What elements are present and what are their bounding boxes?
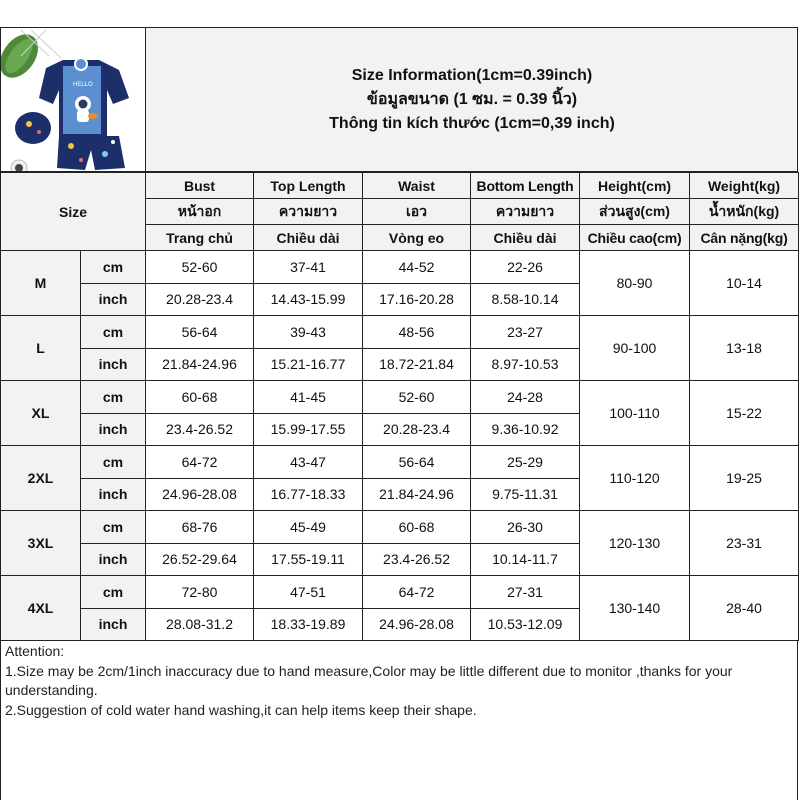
- cell-top-length-cm: 41-45: [254, 381, 363, 414]
- cell-top-length-inch: 14.43-15.99: [254, 283, 363, 316]
- cell-bottom-length-inch: 8.97-10.53: [471, 348, 580, 381]
- size-label-xl: XL: [1, 381, 81, 446]
- col-header-height: Height(cm): [580, 173, 690, 199]
- col-header-waist: Waist: [363, 173, 471, 199]
- col-header-waist-vi: Vòng eo: [363, 225, 471, 251]
- title-english: Size Information(1cm=0.39inch): [351, 66, 593, 84]
- cell-waist-inch: 21.84-24.96: [363, 478, 471, 511]
- svg-text:HELLO: HELLO: [73, 82, 93, 88]
- cell-top-length-inch: 16.77-18.33: [254, 478, 363, 511]
- col-header-bust-vi: Trang chủ: [146, 225, 254, 251]
- cell-height: 80-90: [580, 251, 690, 316]
- cell-bust-cm: 68-76: [146, 511, 254, 544]
- attention-note-1: 1.Size may be 2cm/1inch inaccuracy due to hand measure,Color may be little different due to monitor ,thanks for your understanding.: [5, 662, 733, 698]
- cell-waist-cm: 44-52: [363, 251, 471, 284]
- unit-inch: inch: [81, 283, 146, 316]
- cell-waist-cm: 56-64: [363, 446, 471, 479]
- unit-inch: inch: [81, 478, 146, 511]
- col-header-waist-th: เอว: [363, 199, 471, 225]
- cell-height: 120-130: [580, 511, 690, 576]
- cell-waist-inch: 24.96-28.08: [363, 608, 471, 641]
- title-thai: ข้อมูลขนาด (1 ซม. = 0.39 นิ้ว): [366, 90, 578, 108]
- unit-cm: cm: [81, 251, 146, 284]
- cell-bust-cm: 52-60: [146, 251, 254, 284]
- cell-weight: 15-22: [690, 381, 799, 446]
- cell-weight: 28-40: [690, 576, 799, 641]
- cell-bottom-length-cm: 24-28: [471, 381, 580, 414]
- product-photo: [1, 28, 146, 171]
- col-header-bottom-length-th: ความยาว: [471, 199, 580, 225]
- unit-cm: cm: [81, 446, 146, 479]
- size-label-3xl: 3XL: [1, 511, 81, 576]
- col-header-top-length: Top Length: [254, 173, 363, 199]
- size-label-l: L: [1, 316, 81, 381]
- size-chart-table: [0, 172, 799, 641]
- unit-inch: inch: [81, 348, 146, 381]
- cell-top-length-inch: 17.55-19.11: [254, 543, 363, 576]
- cell-bottom-length-inch: 10.14-11.7: [471, 543, 580, 576]
- cell-height: 90-100: [580, 316, 690, 381]
- size-label-2xl: 2XL: [1, 446, 81, 511]
- cell-top-length-cm: 39-43: [254, 316, 363, 349]
- cell-bottom-length-inch: 9.75-11.31: [471, 478, 580, 511]
- cell-bottom-length-inch: 10.53-12.09: [471, 608, 580, 641]
- unit-cm: cm: [81, 576, 146, 609]
- col-header-weight-vi: Cân nặng(kg): [690, 225, 799, 251]
- cell-bust-inch: 23.4-26.52: [146, 413, 254, 446]
- cell-bust-inch: 21.84-24.96: [146, 348, 254, 381]
- cell-bottom-length-cm: 23-27: [471, 316, 580, 349]
- cell-bust-inch: 26.52-29.64: [146, 543, 254, 576]
- size-column-header: Size: [1, 173, 146, 251]
- col-header-weight: Weight(kg): [690, 173, 799, 199]
- unit-cm: cm: [81, 316, 146, 349]
- attention-notes: [0, 640, 798, 800]
- size-info-title: [146, 28, 798, 171]
- cell-bust-inch: 20.28-23.4: [146, 283, 254, 316]
- cell-bottom-length-cm: 26-30: [471, 511, 580, 544]
- col-header-bust-th: หน้าอก: [146, 199, 254, 225]
- size-label-m: M: [1, 251, 81, 316]
- cell-bottom-length-cm: 22-26: [471, 251, 580, 284]
- col-header-bust: Bust: [146, 173, 254, 199]
- cell-top-length-cm: 37-41: [254, 251, 363, 284]
- cell-bottom-length-cm: 25-29: [471, 446, 580, 479]
- unit-inch: inch: [81, 543, 146, 576]
- size-label-4xl: 4XL: [1, 576, 81, 641]
- cell-waist-cm: 60-68: [363, 511, 471, 544]
- cell-weight: 13-18: [690, 316, 799, 381]
- cell-top-length-cm: 47-51: [254, 576, 363, 609]
- col-header-bottom-length-vi: Chiều dài: [471, 225, 580, 251]
- attention-title: Attention:: [5, 643, 65, 659]
- cell-bust-cm: 56-64: [146, 316, 254, 349]
- col-header-weight-th: น้ำหนัก(kg): [690, 199, 799, 225]
- cell-top-length-inch: 15.99-17.55: [254, 413, 363, 446]
- cell-top-length-cm: 43-47: [254, 446, 363, 479]
- cell-weight: 19-25: [690, 446, 799, 511]
- col-header-height-th: ส่วนสูง(cm): [580, 199, 690, 225]
- cell-weight: 23-31: [690, 511, 799, 576]
- unit-inch: inch: [81, 413, 146, 446]
- cell-height: 100-110: [580, 381, 690, 446]
- unit-inch: inch: [81, 608, 146, 641]
- unit-cm: cm: [81, 511, 146, 544]
- cell-waist-inch: 18.72-21.84: [363, 348, 471, 381]
- cell-bust-cm: 72-80: [146, 576, 254, 609]
- astronaut-swimsuit-icon: [1, 28, 146, 171]
- attention-note-2: 2.Suggestion of cold water hand washing,it can help items keep their shape.: [5, 701, 477, 718]
- cell-waist-cm: 64-72: [363, 576, 471, 609]
- cell-bust-inch: 24.96-28.08: [146, 478, 254, 511]
- cell-bust-inch: 28.08-31.2: [146, 608, 254, 641]
- cell-height: 130-140: [580, 576, 690, 641]
- col-header-top-length-vi: Chiều dài: [254, 225, 363, 251]
- title-vietnamese: Thông tin kích thước (1cm=0,39 inch): [329, 114, 615, 132]
- cell-top-length-inch: 18.33-19.89: [254, 608, 363, 641]
- cell-waist-inch: 20.28-23.4: [363, 413, 471, 446]
- cell-bust-cm: 60-68: [146, 381, 254, 414]
- cell-bottom-length-cm: 27-31: [471, 576, 580, 609]
- cell-bottom-length-inch: 9.36-10.92: [471, 413, 580, 446]
- cell-bust-cm: 64-72: [146, 446, 254, 479]
- cell-waist-inch: 23.4-26.52: [363, 543, 471, 576]
- size-info-header: [0, 27, 798, 172]
- col-header-top-length-th: ความยาว: [254, 199, 363, 225]
- cell-top-length-inch: 15.21-16.77: [254, 348, 363, 381]
- col-header-bottom-length: Bottom Length: [471, 173, 580, 199]
- col-header-height-vi: Chiều cao(cm): [580, 225, 690, 251]
- cell-waist-inch: 17.16-20.28: [363, 283, 471, 316]
- cell-bottom-length-inch: 8.58-10.14: [471, 283, 580, 316]
- cell-weight: 10-14: [690, 251, 799, 316]
- cell-waist-cm: 52-60: [363, 381, 471, 414]
- unit-cm: cm: [81, 381, 146, 414]
- cell-height: 110-120: [580, 446, 690, 511]
- cell-top-length-cm: 45-49: [254, 511, 363, 544]
- cell-waist-cm: 48-56: [363, 316, 471, 349]
